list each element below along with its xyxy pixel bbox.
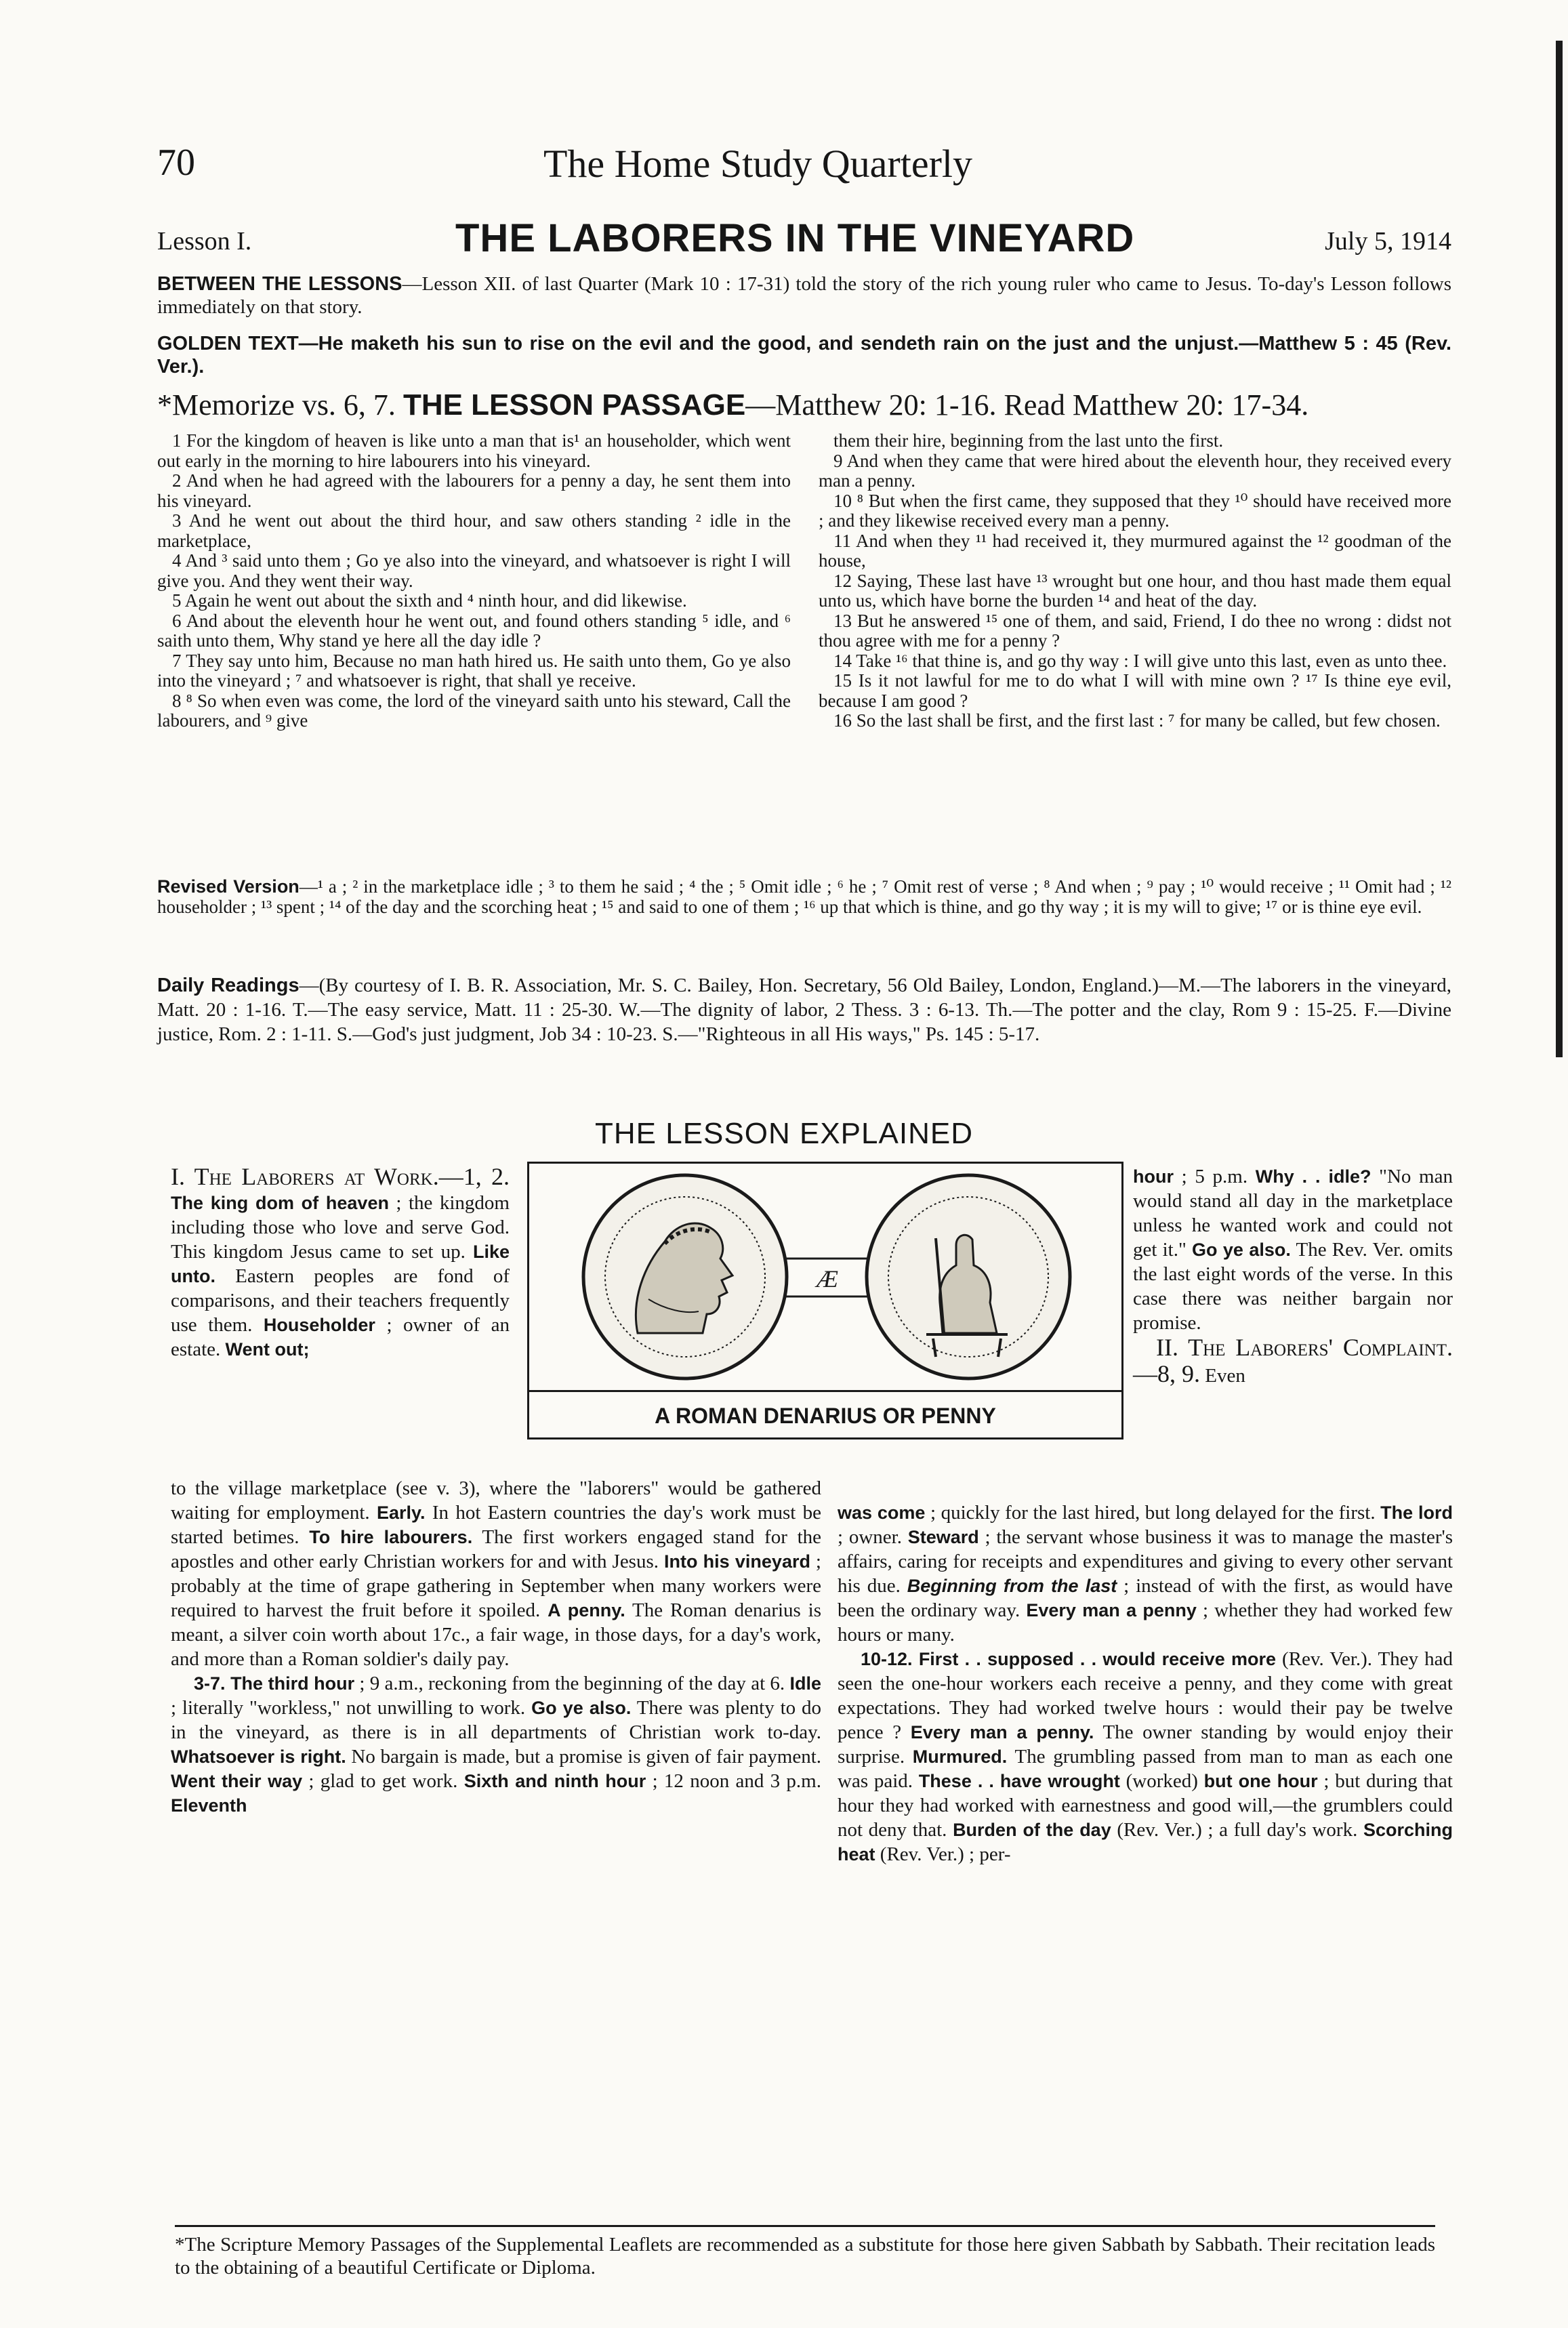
explained-text: ; quickly for the last hired, but long delayed for the first. [925, 1502, 1381, 1524]
revised-version [157, 876, 1451, 917]
explained-text: The owner standing by would enjoy their surprise. [838, 1721, 1453, 1768]
denarius-figure [527, 1162, 1123, 1439]
verse-line: 10 ⁸ But when the first came, they supposed that they ¹⁰ should have received more ; and they likewise received every man a penny. [819, 490, 1451, 531]
explained-text: The grumbling passed from man to man as each one was paid. [838, 1746, 1453, 1792]
lesson-title-row [157, 216, 1451, 270]
section-2-heading: II. The Laborers' Complaint.—8, 9. [1133, 1334, 1453, 1387]
verses-left-column [157, 431, 791, 731]
verse-line: 16 So the last shall be first, and the first last : ⁷ for many be called, but few chosen. [833, 710, 1441, 731]
revised-version-label: Revised Version [157, 876, 300, 897]
between-lessons-label: BETWEEN THE LESSONS [157, 273, 403, 295]
page-number: 70 [157, 142, 195, 184]
verse-line: 3 And he went out about the third hour, and saw others standing ² idle in the marketplace, [157, 510, 791, 551]
explained-text: ; literally "workless," not unwilling to work. [171, 1697, 532, 1719]
explained-text: (Rev. Ver.). They had seen the one-hour workers each receive a penny, and they come with great expectations. They had worked twelve hours : would their pay be twelve pence ? [838, 1648, 1453, 1743]
running-title: The Home Study Quarterly [543, 142, 973, 186]
explained-left-narrow [171, 1164, 510, 1362]
verses-right-column [819, 431, 1451, 731]
explained-text: ; the kingdom including those who love and serve God. This kingdom Jesus came to set up. [171, 1192, 510, 1263]
section-2-lead: Even [1205, 1365, 1245, 1387]
verse-line: 4 And ³ said unto them ; Go ye also into the vineyard, and whatsoever is right I will give you. And they went their way. [157, 550, 791, 591]
explained-text: (Rev. Ver.) ; per- [875, 1843, 1011, 1865]
verse-line: them their hire, beginning from the last unto the first. [833, 430, 1224, 451]
explained-term: To hire labourers. [309, 1527, 473, 1547]
explained-term: Go ye also. [531, 1698, 632, 1718]
explained-term: Went out; [225, 1339, 310, 1360]
golden-text-label: GOLDEN TEXT [157, 333, 299, 354]
lesson-explained-title: THE LESSON EXPLAINED [595, 1117, 973, 1150]
verse-line: 9 And when they came that were hired about the eleventh hour, they received every man a penny. [819, 450, 1451, 491]
explained-text: The Rev. Ver. omits the last eight words of the verse. In this case there was neither bargain nor promise. [1133, 1239, 1453, 1334]
page-header [157, 141, 1411, 202]
explained-text: ; the servant whose business it was to manage the master's affairs, caring for receipts and expenditures and giving to every other servant his due. [838, 1526, 1453, 1597]
between-lessons [157, 272, 1451, 319]
coin-obverse [583, 1175, 787, 1379]
golden-text-body: —He maketh his sun to rise on the evil and the good, and sendeth rain on the just and the unjust.—Matthew 5 : 45 (Rev. Ver.). [157, 333, 1451, 377]
explained-text: ; instead of with the first, as would have been the ordinary way. [838, 1575, 1453, 1621]
explained-text: (Rev. Ver.) ; a full day's work. [1111, 1819, 1363, 1841]
explained-term: Scorching heat [838, 1820, 1453, 1864]
verse-line: 1 For the kingdom of heaven is like unto a man that is¹ an householder, which went out early in the morning to hire labourers into his vineyard. [157, 430, 791, 471]
explained-term: A penny. [548, 1600, 625, 1620]
explained-term: 10-12. First . . supposed . . would receive more [861, 1649, 1276, 1669]
verse-line: 2 And when he had agreed with the labourers for a penny a day, he sent them into his vineyard. [157, 470, 791, 511]
explained-text: (worked) [1119, 1770, 1204, 1792]
lesson-title: THE LABORERS IN THE VINEYARD [455, 216, 1135, 260]
explained-text: Eastern peoples are fond of comparisons, and their teachers frequently use them. [171, 1265, 510, 1336]
daily-readings-label: Daily Readings [157, 975, 300, 996]
figure-caption: A ROMAN DENARIUS OR PENNY [529, 1390, 1121, 1439]
explained-term: These . . have wrought [918, 1771, 1120, 1791]
coin-svg [529, 1164, 1121, 1390]
explained-text: ; probably at the time of grape gathering in September when many workers were required to harvest the fruit before it spoiled. [171, 1551, 821, 1621]
explained-text: ; 5 p.m. [1174, 1166, 1256, 1187]
explained-term: Sixth and ninth hour [463, 1771, 646, 1791]
explained-text: ; owner of an estate. [171, 1314, 510, 1360]
explained-term: Went their way [171, 1771, 303, 1791]
read-reference: Read Matthew 20: 17-34. [1004, 388, 1309, 422]
book-spine-edge [1556, 41, 1563, 1057]
explained-text: "No man would stand all day in the marketplace unless he wanted work and could not get it." [1133, 1166, 1453, 1261]
verse-line: 14 Take ¹⁶ that thine is, and go thy way : I will give unto this last, even as unto thee. [833, 650, 1447, 671]
explained-term: 3-7. The third hour [194, 1673, 355, 1694]
explained-right-wide [838, 1500, 1453, 1866]
verse-line: 8 ⁸ So when even was come, the lord of the vineyard saith unto his steward, Call the labourers, and ⁹ give [157, 690, 791, 731]
coin-reverse [867, 1175, 1070, 1379]
explained-text: In hot Eastern countries the day's work must be started betimes. [171, 1502, 821, 1548]
explained-text: ; glad to get work. [302, 1770, 464, 1792]
daily-readings-text: —(By courtesy of I. B. R. Association, Mr. S. C. Bailey, Hon. Secretary, 56 Old Bailey, London, England.)—M.—The laborers in the vineyard, Matt. 20 : 1-16. T.—The easy service, Matt. 11 : 25-30. W.—The dignity of labor, 2 Thess. 3 : 6-13. Th.—The potter and the clay, Rom 9 : 15-25. F.—Divine justice, Rom. 2 : 1-11. S.—God's just judgment, Job 34 : 10-23. S.—"Righteous in all His ways," Ps. 145 : 5-17. [157, 975, 1452, 1045]
passage-heading [157, 388, 1451, 422]
explained-text: No bargain is made, but a promise is given of fair payment. [346, 1746, 821, 1768]
daily-readings [157, 973, 1451, 1046]
lesson-label: Lesson I. [157, 227, 252, 256]
explained-term: The lord [1380, 1503, 1453, 1523]
explained-term: hour [1133, 1166, 1174, 1187]
verse-line: 6 And about the eleventh hour he went out, and found others standing ⁵ idle, and ⁶ saith unto them, Why stand ye here all the day idle ? [157, 610, 791, 651]
explained-left-wide [171, 1476, 821, 1818]
explained-term: Steward [907, 1527, 979, 1547]
explained-term: but one hour [1203, 1771, 1318, 1791]
explained-term: Like unto. [171, 1242, 510, 1286]
explained-text: ; 9 a.m., reckoning from the beginning of the day at 6. [354, 1673, 790, 1694]
explained-term: The king dom of heaven [171, 1193, 389, 1213]
explained-term: Go ye also. [1191, 1240, 1291, 1260]
verse-line: 13 But he answered ¹⁵ one of them, and said, Friend, I do thee no wrong : didst not thou agree with me for a penny ? [819, 610, 1451, 651]
coin-mark: Æ [816, 1265, 839, 1292]
explained-right-narrow [1133, 1164, 1453, 1388]
explained-term: Idle [789, 1673, 821, 1694]
explained-text: The Roman denarius is meant, a silver coin worth about 17c., a fair wage, in those days, for a day's work, and more than a Roman soldier's daily pay. [171, 1599, 821, 1670]
verse-line: 7 They say unto him, Because no man hath hired us. He saith unto them, Go ye also into the vineyard ; ⁷ and whatsoever is right, that shall ye receive. [157, 650, 791, 691]
explained-term: Into his vineyard [663, 1551, 810, 1572]
between-lessons-text: —Lesson XII. of last Quarter (Mark 10 : 17-31) told the story of the rich young ruler who came to Jesus. To-day's Lesson follows immediately on that story. [157, 273, 1452, 318]
passage-title: THE LESSON PASSAGE [403, 388, 746, 422]
explained-term: Every man a penny. [910, 1722, 1094, 1742]
explained-term: was come [838, 1503, 926, 1523]
section-1-heading: I. The Laborers at Work.—1, 2. [171, 1163, 510, 1190]
explained-term: Why . . idle? [1255, 1166, 1371, 1187]
explained-text: ; whether they had worked few hours or many. [838, 1599, 1453, 1646]
explained-text: to the village marketplace (see v. 3), where the "laborers" would be gathered waiting for employment. [171, 1477, 821, 1524]
memorize-note: *Memorize vs. 6, 7. [157, 388, 396, 422]
explained-term: Householder [263, 1315, 375, 1335]
explained-text: ; 12 noon and 3 p.m. [646, 1770, 821, 1792]
lesson-date: July 5, 1914 [1325, 227, 1451, 256]
explained-term: Burden of the day [953, 1820, 1111, 1840]
explained-text: The first workers engaged stand for the apostles and other early Christian workers for and with Jesus. [171, 1526, 822, 1572]
footnote: *The Scripture Memory Passages of the Supplemental Leaflets are recommended as a substitute for those here given Sabbath by Sabbath. Their recitation leads to the obtaining of a beautiful Certificate or Diploma. [175, 2234, 1435, 2279]
verse-line: 15 Is it not lawful for me to do what I will with mine own ? ¹⁷ Is thine eye evil, because I am good ? [819, 670, 1451, 711]
explained-term: Beginning from the last [907, 1576, 1117, 1596]
footnote-rule [175, 2225, 1435, 2227]
explained-text: ; but during that hour they had worked with earnestness and good will,—the grumblers could not deny that. [838, 1770, 1453, 1841]
explained-term: Eleventh [171, 1795, 247, 1816]
passage-reference: —Matthew 20: 1-16. [745, 388, 997, 422]
coin-illustration [529, 1164, 1121, 1390]
revised-version-text: —¹ a ; ² in the marketplace idle ; ³ to them he said ; ⁴ the ; ⁵ Omit idle ; ⁶ he ; ⁷ Omit rest of verse ; ⁸ And when ; ⁹ pay ; ¹⁰ would receive ; ¹¹ Omit had ; ¹² householder ; ¹³ spent ; ¹⁴ of the day and the scorching heat ; ¹⁵ and said to one of them ; ¹⁶ up that which is thine, and go thy way ; it is my will to give; ¹⁷ or is thine eye evil. [157, 876, 1451, 917]
explained-term: Whatsoever is right. [171, 1747, 346, 1767]
explained-term: Early. [376, 1503, 426, 1523]
explained-text: ; owner. [838, 1526, 908, 1548]
explained-term: Every man a penny [1026, 1600, 1197, 1620]
verse-line: 12 Saying, These last have ¹³ wrought but one hour, and thou hast made them equal unto us, which have borne the burden ¹⁴ and heat of the day. [819, 570, 1451, 611]
explained-text: There was plenty to do in the vineyard, as there is in all departments of Christian work to-day. [171, 1697, 822, 1743]
verse-line: 11 And when they ¹¹ had received it, they murmured against the ¹² goodman of the house, [819, 530, 1451, 571]
golden-text [157, 332, 1451, 378]
verse-line: 5 Again he went out about the sixth and ⁴ ninth hour, and did likewise. [172, 590, 687, 611]
explained-term: Murmured. [912, 1747, 1008, 1767]
